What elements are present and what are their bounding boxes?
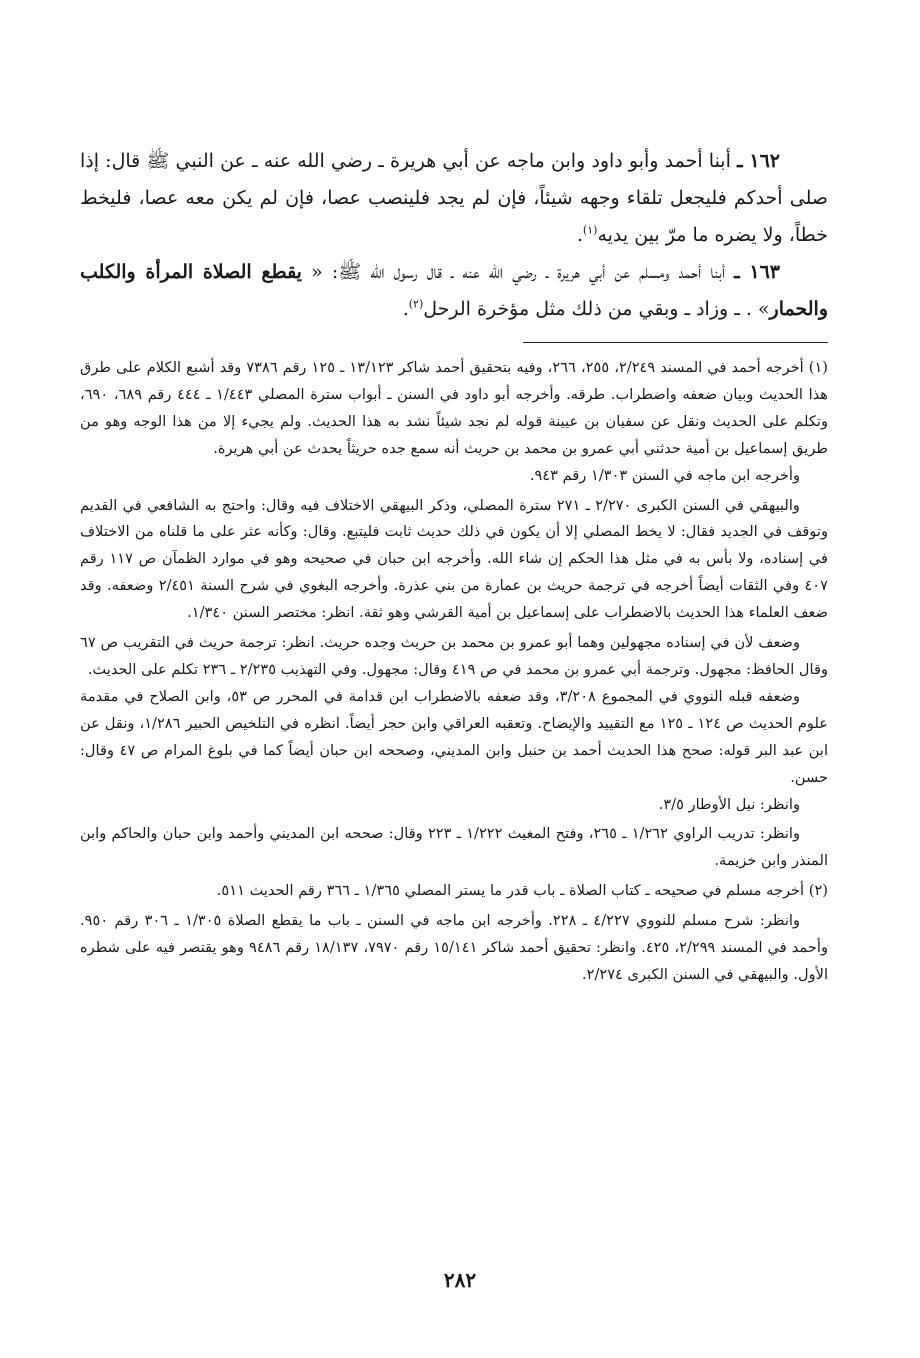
footnote-marker[interactable]: (١) — [582, 223, 598, 237]
hadith-text: أبنا أحمد وأبو داود وابن ماجه عن أبي هريرة ـ رضي الله عنه ـ عن النبي ﷺ قال: إذا صلى أحدكم فليجعل تلقاء وجهه شيئاً، فإن لم يجد فلينصب عصا، فإن لم يكن معه عصا، فليخط خطاً، ولا يضره ما مرّ بين يديه — [80, 150, 828, 246]
sentence-end: . — [402, 298, 409, 320]
hadith-bold-text: يقطع الصلاة المرأة والكلب والحمار — [80, 261, 828, 320]
footnote-2: (٢) أخرجه مسلم في صحيحه ـ كتاب الصلاة ـ باب قدر ما يستر المصلي ١/٣٦٥ ـ ٣٦٦ رقم الحديث ٥١١. — [216, 882, 828, 900]
hadith-text: أبنا أحمد ومسلم عن أبي هريرة ـ رضي الله عنه ـ قال رسول الله ﷺ: « — [311, 261, 725, 283]
footnote-paragraph: وضعف لأن في إسناده مجهولين وهما أبو عمرو بن محمد بن حريث وجده حريث. انظر: ترجمة حريث في التقريب ص ٦٧ وقال الحافظ: مجهول. وترجمة أبي عمرو بن محمد في ص ٤١٩ وقال: مجهول. وفي التهذيب ٢/٢٣٥ ـ ٢٣٦ تكلم على الحديث. — [80, 634, 828, 678]
sentence-end: . — [576, 224, 583, 246]
footnote-paragraph: والبيهقي في السنن الكبرى ٢/٢٧٠ ـ ٢٧١ سترة المصلي، وذكر البيهقي الاختلاف فيه وقال: واحتج به الشافعي في القديم وتوقف في الجديد فقال: لا يخط المصلي إلا أن يكون في ذلك حديث ثابت فليتبع. وقال: وكأنه عثر على ما قلناه من الاختلاف في إسناده، ولا بأس به في مثل هذا الحكم إن شاء الله. وأخرجه ابن حبان في صحيحه وهو في موارد الظمآن ص ١١٧ رقم ٤٠٧ وفي الثقات أيضاً أخرجه في ترجمة حريث بن عمارة من بني عذرة. وأخرجه البغوي في شرح السنة ٢/٤٥١ وضعفه. وقد ضعف العلماء هذا الحديث بالاضطراب على إسماعيل بن أمية القرشي وهو ثقة. انظر: مختصر السنن ١/٣٤٠. — [80, 496, 828, 622]
footnote-separator — [523, 342, 828, 343]
footnote-paragraph: وأخرجه ابن ماجه في السنن ١/٣٠٣ رقم ٩٤٣. — [529, 466, 800, 484]
hadith-163 — [80, 254, 828, 328]
page-number: ٢٨٢ — [443, 1268, 477, 1292]
hadith-text-rest: » . ـ وزاد ـ وبقي من ذلك مثل مؤخرة الرحل — [423, 298, 770, 320]
footnote-paragraph: وانظر: تدريب الراوي ١/٢٦٢ ـ ٢٦٥، وفتح المغيث ١/٢٢٢ ـ ٢٢٣ وقال: صححه ابن المديني وأحمد وابن حبان والحاكم وابن المنذر وابن خزيمة. — [80, 825, 828, 870]
footnote-1: (١) أخرجه أحمد في المسند ٢/٢٤٩، ٢٥٥، ٢٦٦، وفيه بتحقيق أحمد شاكر ١٣/١٢٣ ـ ١٢٥ رقم ٧٣٨٦ وقد أشبع الكلام على طرق هذا الحديث وبيان ضعفه واضطراب. طرقه. وأخرجه أبو داود في السنن ـ أبواب سترة المصلي ١/٤٤٣ ـ ٤٤٤ رقم ٦٨٩، ٦٩٠، وتكلم على الحديث ونقل عن سفيان بن عيينة قوله لم نجد شيئاً نشد به هذا الحديث. ولم يجيء إلا من هذا الوجه وهو من طريق إسماعيل بن أمية حدثني أبي عمرو بن محمد بن حريث أنه سمع جده حريثاً يحدث عن أبي هريرة. — [80, 359, 829, 457]
footnote-paragraph: وضعفه قبله النووي في المجموع ٣/٢٠٨، وقد ضعفه بالاضطراب ابن قدامة في المحرر ص ٥٣، وابن الصلاح في مقدمة علوم الحديث ص ١٢٤ ـ ١٢٥ مع التقييد والإيضاح. وتعقبه العراقي وابن حجر أيضاً. انظره في التلخيص الحبير ١/٢٨٦، ونقل عن ابن عبد البر قوله: صحح هذا الحديث أحمد بن حنبل وابن المديني، وصححه ابن حبان أيضاً كما في بلوغ المرام ص ٤٧ وقال: حسن. — [80, 687, 828, 786]
hadith-162 — [80, 143, 828, 254]
footnote-marker[interactable]: (٢) — [408, 297, 424, 311]
main-text — [80, 143, 828, 328]
footnotes — [80, 355, 828, 989]
hadith-number: ١٦٢ ـ — [737, 150, 780, 172]
footnote-paragraph: وانظر: شرح مسلم للنووي ٤/٢٢٧ ـ ٢٢٨. وأخرجه ابن ماجه في السنن ـ باب ما يقطع الصلاة ١/٣٠٥ ـ ٣٠٦ رقم ٩٥٠. وأحمد في المسند ٢/٢٩٩، ٤٢٥. وانظر: تحقيق أحمد شاكر ١٥/١٤١ رقم ٧٩٧٠، ١٨/١٣٧ رقم ٩٤٨٦ وهو يقتصر فيه على شطره الأول. والبيهقي في السنن الكبرى ٢/٢٧٤. — [80, 912, 828, 983]
hadith-number: ١٦٣ ـ — [734, 261, 780, 283]
footnote-paragraph: وانظر: نيل الأوطار ٣/٥. — [658, 795, 800, 813]
